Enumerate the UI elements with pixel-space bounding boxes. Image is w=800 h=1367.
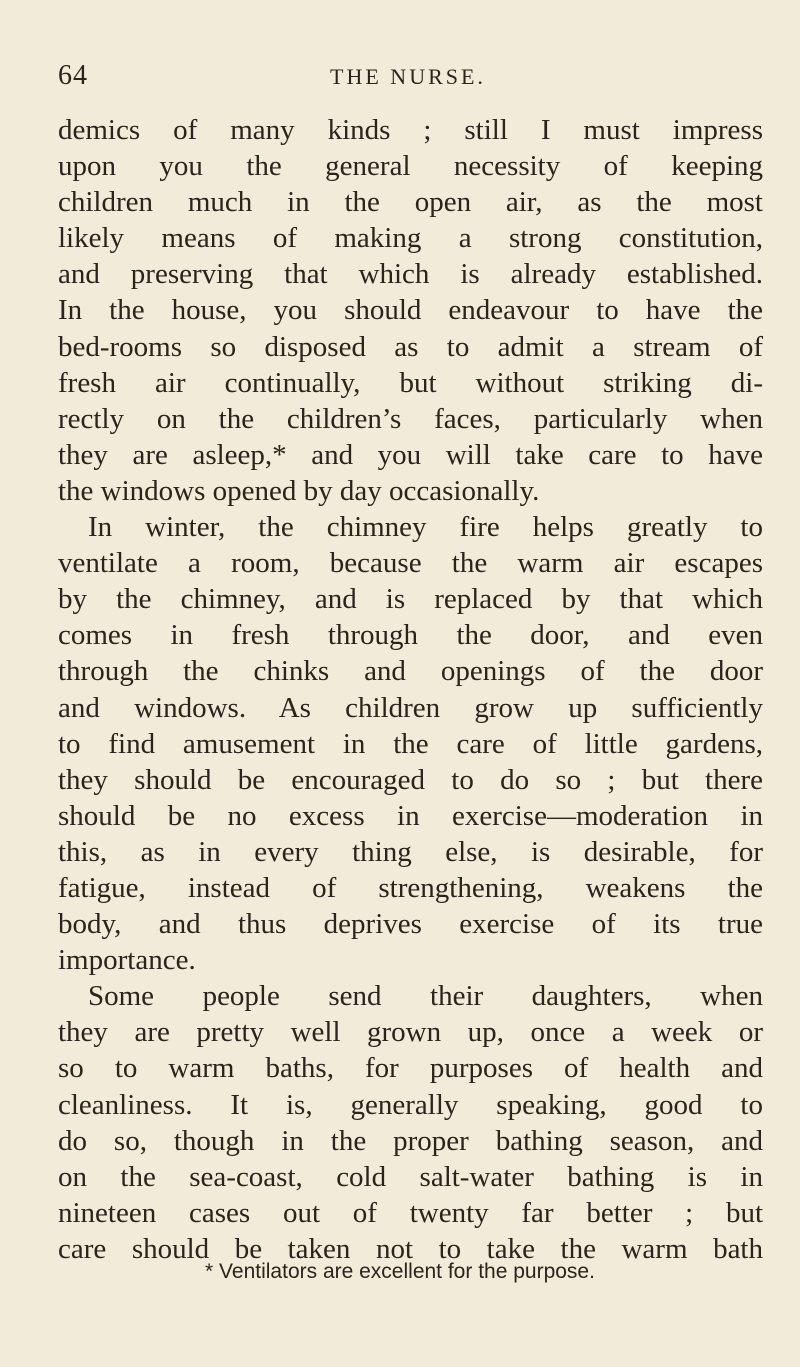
text-line: upon you the general necessity of keeping	[58, 150, 763, 183]
text-line: In the house, you should endeavour to have the	[58, 294, 763, 327]
text-line: fatigue, instead of strengthening, weakens the	[58, 871, 763, 904]
page-number: 64	[58, 60, 88, 91]
text-line: children much in the open air, as the most	[58, 186, 763, 219]
text-line: body, and thus deprives exercise of its true	[58, 908, 763, 941]
text-line: cleanliness. It is, generally speaking, good to	[58, 1088, 763, 1121]
text-line: on the sea-coast, cold salt-water bathing is in	[58, 1160, 763, 1193]
footnote: * Ventilators are excellent for the purpose.	[205, 1260, 595, 1283]
running-head: THE NURSE.	[330, 64, 486, 89]
text-line: bed-rooms so disposed as to admit a stream of	[58, 330, 763, 363]
text-line: by the chimney, and is replaced by that which	[58, 583, 763, 616]
text-line: rectly on the children’s faces, particularly when	[58, 402, 763, 435]
text-line: importance.	[58, 944, 196, 977]
text-line: so to warm baths, for purposes of health and	[58, 1052, 763, 1085]
text-line: comes in fresh through the door, and even	[58, 619, 763, 652]
text-line: do so, though in the proper bathing season, and	[58, 1124, 763, 1157]
text-line: demics of many kinds ; still I must impress	[58, 114, 763, 146]
text-line: they should be encouraged to do so ; but there	[58, 763, 763, 796]
text-line: In winter, the chimney fire helps greatly to	[88, 511, 763, 544]
text-line: the windows opened by day occasionally.	[58, 474, 540, 507]
text-line: Some people send their daughters, when	[88, 980, 763, 1013]
text-line: and preserving that which is already established.	[58, 258, 763, 291]
text-line: care should be taken not to take the warm bath	[58, 1232, 763, 1265]
body-text	[58, 112, 763, 1267]
text-line: through the chinks and openings of the door	[58, 655, 763, 688]
text-line: they are pretty well grown up, once a week or	[58, 1016, 763, 1049]
text-line: they are asleep,* and you will take care to have	[58, 438, 763, 471]
text-line: and windows. As children grow up sufficiently	[58, 691, 763, 724]
text-line: fresh air continually, but without striking di-	[58, 366, 763, 399]
text-line: nineteen cases out of twenty far better ; but	[58, 1196, 763, 1229]
text-line: ventilate a room, because the warm air escapes	[58, 547, 763, 580]
text-line: this, as in every thing else, is desirable, for	[58, 835, 763, 868]
text-line: should be no excess in exercise—moderation in	[58, 799, 763, 832]
text-line: likely means of making a strong constitution,	[58, 222, 763, 255]
page-header	[58, 60, 758, 100]
text-line: to find amusement in the care of little gardens,	[58, 727, 763, 760]
